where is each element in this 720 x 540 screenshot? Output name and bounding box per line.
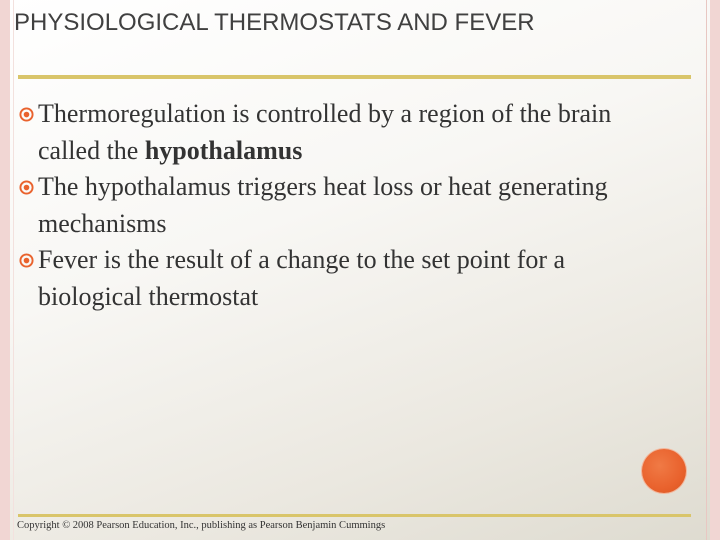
bullet-list: [18, 96, 658, 315]
decorative-circle: [642, 449, 686, 493]
bullet-text: Fever is the result of a change to the set point for a biological thermostat: [38, 245, 566, 311]
circle-bullet-icon: [19, 107, 34, 122]
bullet-text: Thermoregulation is controlled by a region of the brain called the: [38, 99, 612, 165]
circle-bullet-icon: [19, 180, 34, 195]
bullet-item: [18, 242, 658, 315]
left-frame-border: [0, 0, 10, 540]
bullet-bold-term: hypothalamus: [144, 135, 303, 165]
right-frame-line: [706, 0, 707, 540]
bullet-text: The hypothalamus triggers heat loss or heat generating mechanisms: [38, 172, 608, 238]
circle-bullet-icon: [19, 253, 34, 268]
title-divider: [18, 75, 691, 79]
slide-title: PHYSIOLOGICAL THERMOSTATS AND FEVER: [14, 9, 535, 36]
bullet-item: [18, 96, 658, 169]
footer-divider: [18, 514, 691, 517]
left-frame-line: [13, 0, 14, 540]
copyright-footer: Copyright © 2008 Pearson Education, Inc., publishing as Pearson Benjamin Cummings: [17, 520, 386, 531]
bullet-item: [18, 169, 658, 242]
right-frame-border: [710, 0, 720, 540]
